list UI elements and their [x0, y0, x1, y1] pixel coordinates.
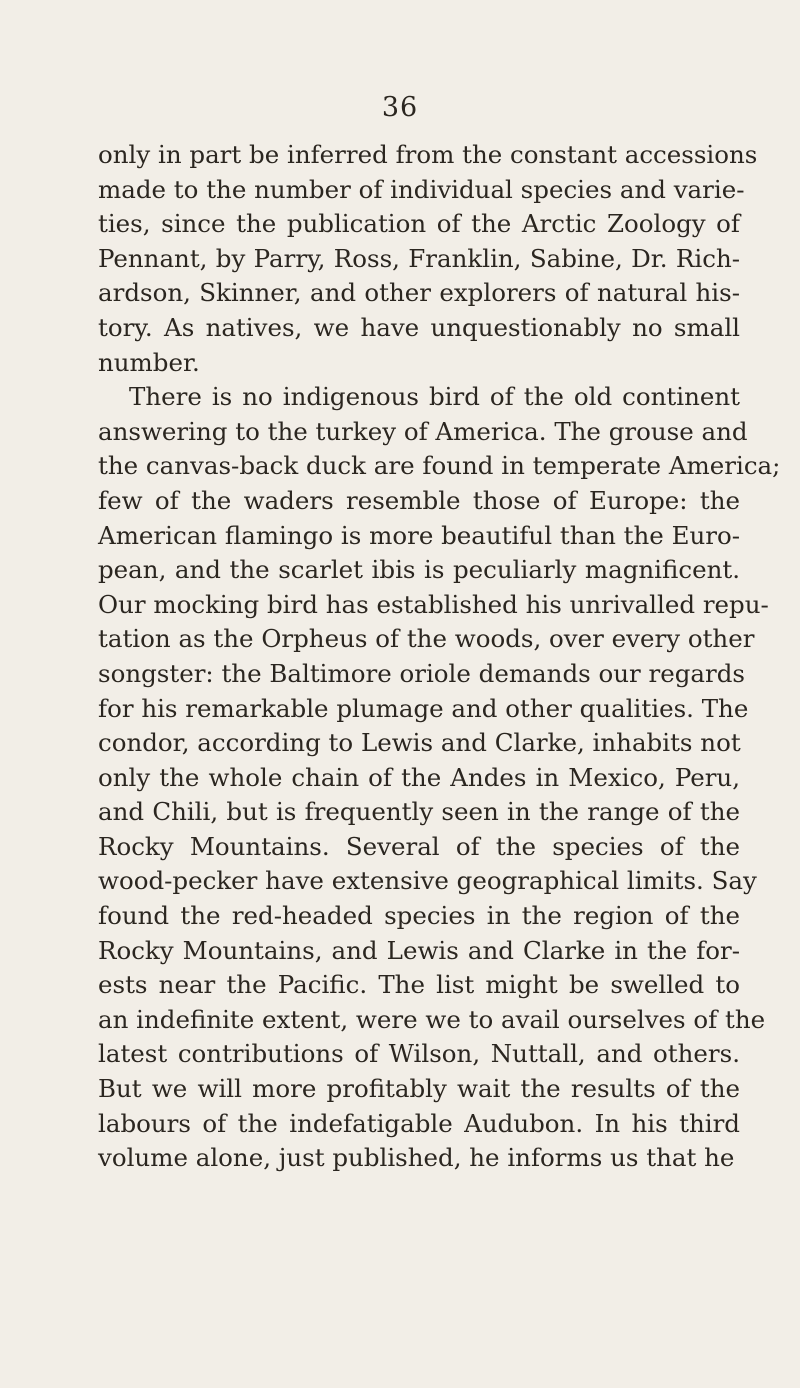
text-line: tation as the Orpheus of the woods, over every other	[98, 624, 755, 654]
text-line: an indefinite extent, were we to avail ourselves of the	[98, 1004, 766, 1034]
text-line: for his remarkable plumage and other qualities. The	[98, 693, 749, 723]
text-line: few of the waders resemble those of Europe: the	[98, 485, 740, 515]
text-line: and Chili, but is frequently seen in the range of the	[98, 797, 740, 827]
text-line: ardson, Skinner, and other explorers of natural his-	[98, 278, 740, 308]
text-line: answering to the turkey of America. The grouse and	[98, 416, 748, 446]
text-line: found the red-headed species in the region of the	[98, 901, 740, 931]
text-line: volume alone, just published, he informs us that he	[98, 1143, 735, 1173]
text-line: condor, according to Lewis and Clarke, inhabits not	[98, 728, 741, 758]
page-number: 36	[381, 92, 419, 123]
text-line: American flamingo is more beautiful than the Euro-	[98, 520, 740, 550]
text-line: songster: the Baltimore oriole demands our regards	[98, 658, 745, 688]
text-line: only in part be inferred from the constant accessions	[98, 140, 758, 169]
text-line: Rocky Mountains. Several of the species of the	[98, 831, 740, 861]
text-line: labours of the indefatigable Audubon. In his third	[98, 1108, 740, 1138]
text-line: pean, and the scarlet ibis is peculiarly magnificent.	[98, 555, 740, 585]
text-line: Our mocking bird has established his unrivalled repu-	[98, 589, 769, 619]
text-line: But we will more profitably wait the results of the	[98, 1074, 740, 1104]
text-line: number.	[98, 347, 200, 377]
text-line: Rocky Mountains, and Lewis and Clarke in the for-	[98, 935, 740, 965]
text-line: made to the number of individual species and varie-	[98, 174, 745, 204]
text-line: only the whole chain of the Andes in Mexico, Peru,	[98, 762, 740, 792]
text-line: wood-pecker have extensive geographical limits. Say	[98, 866, 757, 896]
text-line: latest contributions of Wilson, Nuttall, and others.	[98, 1039, 740, 1069]
text-line: Pennant, by Parry, Ross, Franklin, Sabine, Dr. Rich-	[98, 243, 740, 273]
text-line: tory. As natives, we have unquestionably no small	[98, 312, 740, 342]
text-line: There is no indigenous bird of the old continent	[129, 382, 740, 412]
text-line: ests near the Pacific. The list might be swelled to	[98, 970, 740, 1000]
text-line: the canvas-back duck are found in temperate America;	[98, 451, 781, 481]
text-line: ties, since the publication of the Arctic Zoology of	[98, 209, 740, 239]
body-text	[98, 138, 781, 1176]
